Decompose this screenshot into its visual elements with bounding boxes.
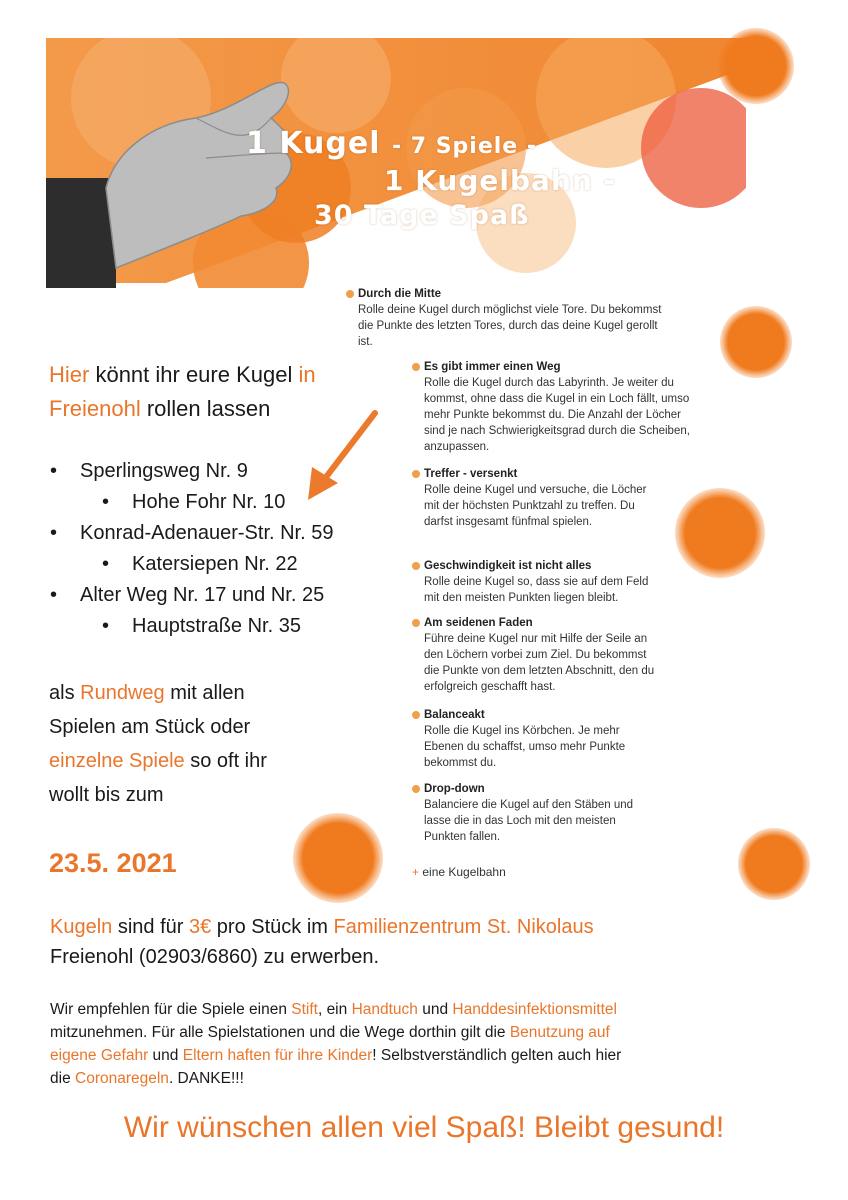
game-title: Am seidenen Faden [412, 615, 662, 631]
game-title: Treffer - versenkt [412, 466, 662, 482]
game-title: Es gibt immer einen Weg [412, 359, 702, 375]
decorative-dot [718, 28, 794, 104]
game-item [412, 466, 662, 530]
decorative-dot [675, 488, 765, 578]
purchase-text: Kugeln sind für 3€ pro Stück im Familienzentrum St. Nikolaus Freienohl (02903/6860) zu erwerben. [50, 916, 594, 968]
header-banner [46, 38, 746, 288]
decorative-dot [293, 813, 383, 903]
game-item [412, 615, 662, 695]
intro-mid: könnt ihr eure Kugel [89, 362, 299, 387]
title-line-1 [246, 126, 537, 161]
location-item: • Hohe Fohr Nr. 10 [102, 491, 286, 513]
intro-end: rollen lassen [140, 396, 271, 421]
game-title: Balanceakt [412, 707, 652, 723]
kugelbahn-note: + eine Kugelbahn [412, 865, 506, 879]
game-title: Drop-down [412, 781, 652, 797]
game-title: Durch die Mitte [346, 286, 666, 302]
title-line-2: 1 Kugelbahn - [384, 164, 617, 197]
game-title: Geschwindigkeit ist nicht alles [412, 558, 662, 574]
game-desc: Rolle deine Kugel und versuche, die Löcher mit der höchsten Punktzahl zu treffen. Du darfst insgesamt fünfmal spielen. [424, 484, 647, 528]
title-part-2: - 7 Spiele - [391, 134, 538, 159]
decorative-dot [738, 828, 810, 900]
decorative-dot [720, 306, 792, 378]
game-desc: Rolle deine Kugel durch möglichst viele Tore. Du bekommst die Punkte des letzten Tores, durch das deine Kugel gerollt ist. [358, 304, 662, 348]
game-desc: Rolle die Kugel ins Körbchen. Je mehr Ebenen du schaffst, umso mehr Punkte bekommst du. [424, 725, 626, 769]
location-item: • Konrad-Adenauer-Str. Nr. 59 [50, 522, 334, 544]
intro-in: in [298, 362, 316, 387]
location-item: • Hauptstraße Nr. 35 [102, 615, 301, 637]
end-date: 23.5. 2021 [49, 848, 177, 878]
title-line-3: 30 Tage Spaß [314, 200, 530, 231]
game-item [412, 781, 652, 845]
banner-graphic [46, 38, 746, 288]
recommendation-text: Wir empfehlen für die Spiele einen Stift, ein Handtuch und Handdesinfektionsmittel mitzunehmen. Für alle Spielstationen und die Wege dorthin gilt die Benutzung auf eigene Gefahr und Eltern haften für ihre Kinder! Selbstverständlich gelten auch hier die Coronaregeln. DANKE!!! [50, 1001, 622, 1087]
location-item: • Alter Weg Nr. 17 und Nr. 25 [50, 584, 325, 606]
location-item: • Katersiepen Nr. 22 [102, 553, 298, 575]
game-item [412, 558, 662, 606]
intro-freienohl: Freienohl [49, 396, 141, 421]
rundweg-text: als Rundweg mit allen Spielen am Stück oder einzelne Spiele so oft ihr wollt bis zum [49, 682, 267, 806]
game-desc: Rolle die Kugel durch das Labyrinth. Je weiter du kommst, ohne dass die Kugel in ein Loch fällt, umso mehr Punkte bekommst du. Die Anzahl der Löcher sind je nach Schwierigkeitsgrad durch die Scheiben, anzupassen. [424, 377, 690, 453]
game-item [412, 359, 702, 455]
game-item [412, 707, 652, 771]
location-item: • Sperlingsweg Nr. 9 [50, 460, 248, 482]
intro-hier: Hier [49, 362, 90, 387]
title-part-1: 1 Kugel [246, 126, 381, 161]
closing-text: Wir wünschen allen viel Spaß! Bleibt gesund! [123, 1111, 725, 1144]
game-desc: Balanciere die Kugel auf den Stäben und lasse die in das Loch mit den meisten Punkten fallen. [424, 799, 634, 843]
game-desc: Führe deine Kugel nur mit Hilfe der Seile an den Löchern vorbei zum Ziel. Du bekommst die Punkte von dem letzten Abschnitt, den du erfolgreich geschafft hast. [424, 633, 655, 693]
game-desc: Rolle deine Kugel so, dass sie auf dem Feld mit den meisten Punkten liegen bleibt. [424, 576, 649, 604]
arrow-icon [300, 405, 385, 505]
game-item [346, 286, 666, 350]
